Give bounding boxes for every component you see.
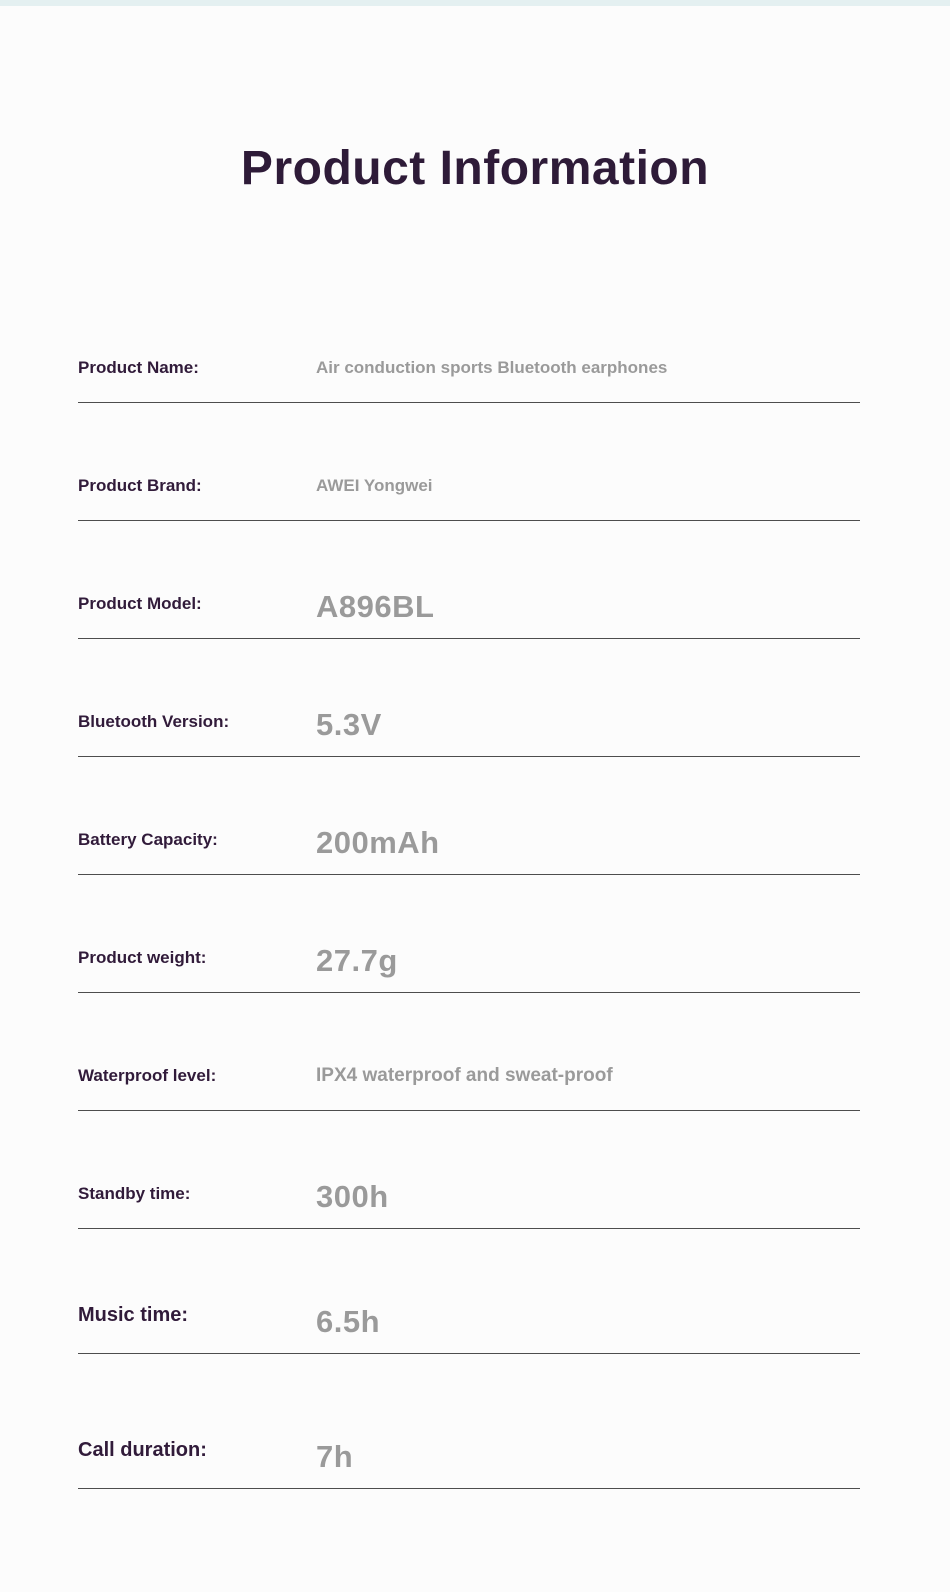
spec-label: Product Name: <box>78 358 199 378</box>
spec-value: 27.7g <box>316 943 398 979</box>
spec-row-product-brand <box>78 403 860 521</box>
top-strip <box>0 0 950 6</box>
spec-value: 300h <box>316 1179 389 1215</box>
spec-value: Air conduction sports Bluetooth earphones <box>316 358 668 378</box>
spec-label: Product Brand: <box>78 476 202 496</box>
spec-row-standby-time <box>78 1111 860 1229</box>
spec-value: 200mAh <box>316 825 440 861</box>
spec-label: Bluetooth Version: <box>78 712 230 732</box>
spec-row-call-duration <box>78 1354 860 1489</box>
spec-value: 7h <box>316 1439 354 1475</box>
spec-value: 6.5h <box>316 1304 381 1340</box>
spec-label: Call duration: <box>78 1439 207 1462</box>
spec-label: Product weight: <box>78 948 207 968</box>
page-title: Product Information <box>240 142 710 195</box>
spec-row-waterproof-level <box>78 993 860 1111</box>
spec-value: 5.3V <box>316 707 382 743</box>
spec-value: IPX4 waterproof and sweat-proof <box>316 1065 613 1087</box>
spec-row-product-weight <box>78 875 860 993</box>
spec-row-music-time <box>78 1229 860 1354</box>
spec-label: Music time: <box>78 1304 189 1327</box>
spec-label: Standby time: <box>78 1184 191 1204</box>
spec-row-bluetooth-version <box>78 639 860 757</box>
spec-row-battery-capacity <box>78 757 860 875</box>
spec-row-product-name <box>78 285 860 403</box>
spec-label: Battery Capacity: <box>78 830 218 850</box>
spec-value: A896BL <box>316 589 435 625</box>
spec-list <box>78 285 860 1489</box>
spec-value: AWEI Yongwei <box>316 476 433 496</box>
spec-label: Waterproof level: <box>78 1066 217 1086</box>
spec-label: Product Model: <box>78 594 202 614</box>
spec-row-product-model <box>78 521 860 639</box>
